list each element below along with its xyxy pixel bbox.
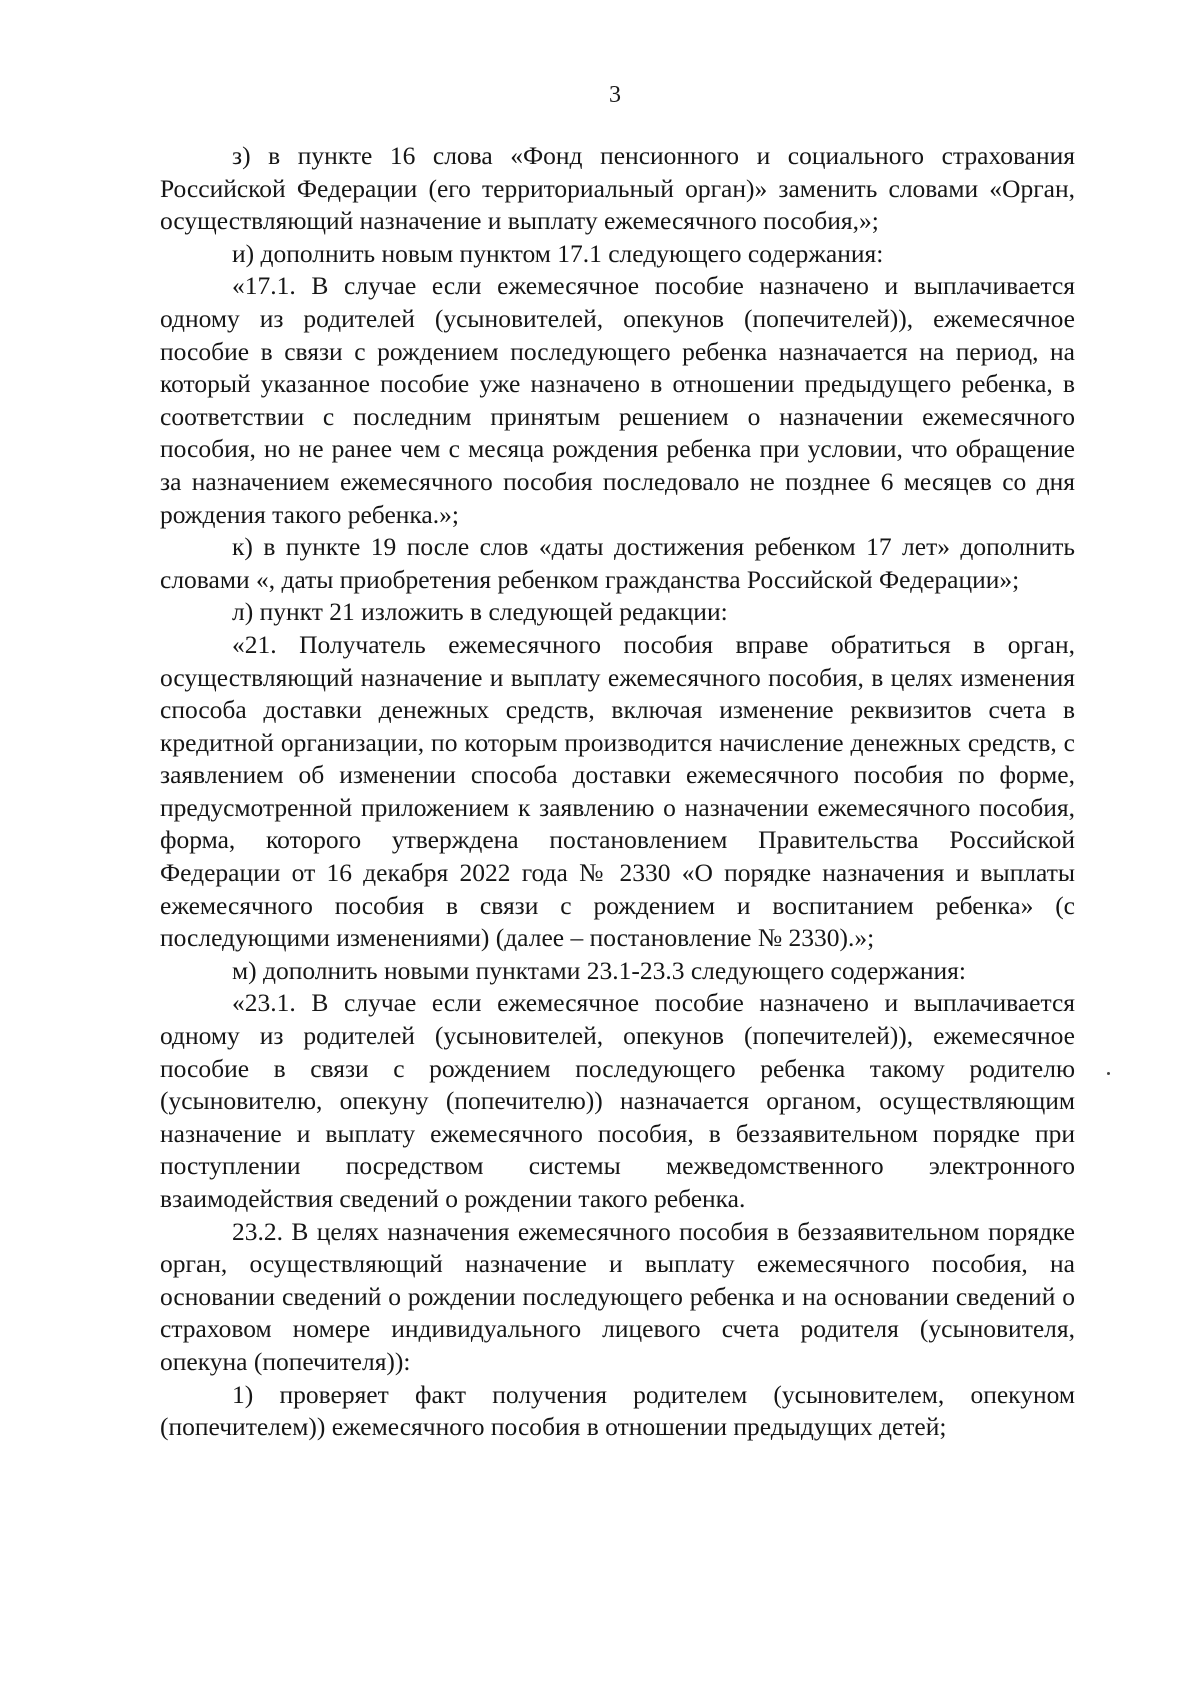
paragraph-17-1: «17.1. В случае если ежемесячное пособие назначено и выплачивается одному из родителей (усыновителей, опекунов (попечителей)), ежемесячное пособие в связи с рождением последующего ребенка назначается на период, на который указанное пособие уже назначено в отношении предыдущего ребенка, в соответствии с последним принятым решением о назначении ежемесячного пособия, но не ранее чем с месяца рождения ребенка при условии, что обращение за назначением ежемесячного пособия последовало не позднее 6 месяцев со дня рождения такого ребенка.»; (160, 271, 1075, 529)
paragraph-m: м) дополнить новыми пунктами 23.1-23.3 следующего содержания: (232, 955, 966, 985)
scan-artifact-dot (1107, 1072, 1110, 1075)
paragraph-k: к) в пункте 19 после слов «даты достижения ребенком 17 лет» дополнить словами «, даты приобретения ребенком гражданства Российской Федерации»; (160, 532, 1075, 594)
page-number: 3 (609, 82, 621, 108)
paragraph-i: и) дополнить новым пунктом 17.1 следующего содержания: (232, 238, 884, 268)
paragraph-23-2-item-1: 1) проверяет факт получения родителем (усыновителем, опекуном (попечителем)) ежемесячного пособия в отношении предыдущих детей; (160, 1379, 1075, 1442)
paragraph-l: л) пункт 21 изложить в следующей редакции: (232, 597, 728, 627)
paragraph-z: з) в пункте 16 слова «Фонд пенсионного и социального страхования Российской Федерации (его территориальный орган)» заменить словами «Орган, осуществляющий назначение и выплату ежемесячного пособия,»; (160, 141, 1075, 236)
paragraph-23-2: 23.2. В целях назначения ежемесячного пособия в беззаявительном порядке орган, осуществляющий назначение и выплату ежемесячного пособия, на основании сведений о рождении последующего ребенка и на основании сведений о страховом номере индивидуального лицевого счета родителя (усыновителя, опекуна (попечителя)): (160, 1216, 1075, 1376)
document-body (160, 140, 1075, 1444)
paragraph-23-1: «23.1. В случае если ежемесячное пособие назначено и выплачивается одному из родителей (усыновителей, опекунов (попечителей)), ежемесячное пособие в связи с рождением последующего ребенка такому родителю (усыновителю, опекуну (попечителю)) назначается органом, осуществляющим назначение и выплату ежемесячного пособия, в беззаявительном порядке при поступлении посредством системы межведомственного электронного взаимодействия сведений о рождении такого ребенка. (160, 988, 1075, 1213)
paragraph-21: «21. Получатель ежемесячного пособия вправе обратиться в орган, осуществляющий назначение и выплату ежемесячного пособия, в целях изменения способа доставки денежных средств, включая изменение реквизитов счета в кредитной организации, по которым производится начисление денежных средств, с заявлением об изменении способа доставки ежемесячного пособия по форме, предусмотренной приложением к заявлению о назначении ежемесячного пособия, форма, которого утверждена постановлением Правительства Российской Федерации от 16 декабря 2022 года № 2330 «О порядке назначения и выплаты ежемесячного пособия в связи с рождением и воспитанием ребенка» (с последующими изменениями) (далее – постановление № 2330).»; (160, 629, 1075, 953)
